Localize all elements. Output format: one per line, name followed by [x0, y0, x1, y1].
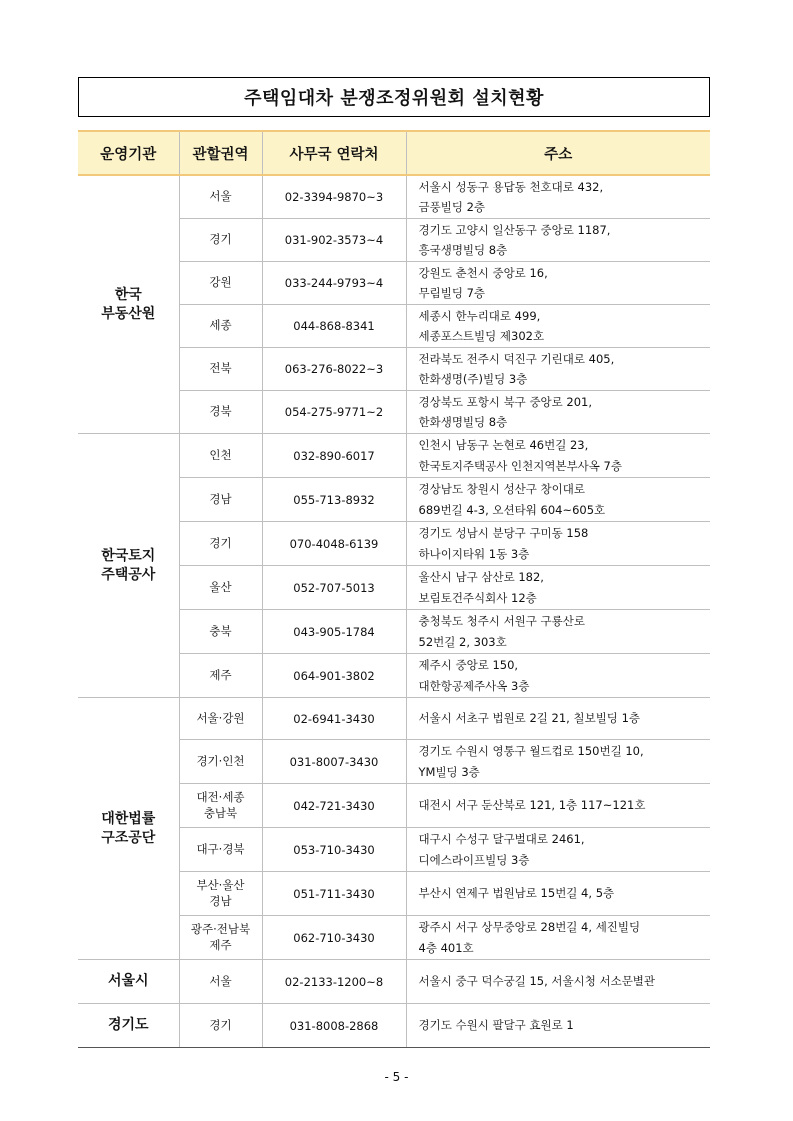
address-cell [406, 262, 710, 305]
region-name: 충북 [209, 623, 232, 638]
phone-cell: 051-711-3430 [262, 872, 406, 916]
address-line: 경기도 고양시 일산동구 중앙로 1187, [418, 222, 611, 237]
region-name: 경기 [209, 1017, 232, 1032]
org-name-line: 부동산원 [101, 305, 156, 322]
region-name: 강원 [209, 275, 232, 290]
region-cell [179, 566, 262, 610]
address-line: 서울시 중구 덕수궁길 15, 서울시청 서소문별관 [418, 974, 656, 989]
region-name: 경기·인천 [196, 753, 245, 768]
table-header-row [78, 131, 710, 175]
phone-cell: 031-8007-3430 [262, 740, 406, 784]
table-row [78, 1004, 710, 1048]
address-cell [406, 610, 710, 654]
address-line: 울산시 남구 삼산로 182, [418, 570, 544, 585]
address-line: 전라북도 전주시 덕진구 기린대로 405, [418, 351, 615, 366]
region-cell [179, 960, 262, 1004]
region-name: 경기 [209, 535, 232, 550]
region-cell [179, 654, 262, 698]
address-cell [406, 960, 710, 1004]
column-header-org: 운영기관 [78, 131, 179, 175]
address-cell [406, 784, 710, 828]
address-line: 경기도 성남시 분당구 구미동 158 [418, 526, 589, 541]
address-cell [406, 1004, 710, 1048]
region-cell [179, 434, 262, 478]
org-name-line: 대한법률 [101, 810, 156, 827]
org-name-line: 서울시 [107, 973, 149, 990]
address-cell [406, 219, 710, 262]
region-cell [179, 478, 262, 522]
address-line: YM빌딩 3층 [418, 764, 480, 779]
region-name: 경남 [209, 893, 232, 908]
table-row [78, 698, 710, 740]
address-cell [406, 740, 710, 784]
phone-cell: 031-8008-2868 [262, 1004, 406, 1048]
org-cell [78, 175, 179, 434]
address-cell [406, 828, 710, 872]
phone-cell: 033-244-9793~4 [262, 262, 406, 305]
region-name: 울산 [209, 579, 232, 594]
address-cell [406, 522, 710, 566]
phone-cell: 062-710-3430 [262, 916, 406, 960]
address-cell [406, 175, 710, 219]
org-name-line: 구조공단 [101, 829, 156, 846]
region-name: 서울·강원 [196, 710, 245, 725]
address-line: 경기도 수원시 영통구 월드컵로 150번길 10, [418, 744, 644, 759]
address-line: 제주시 중앙로 150, [418, 658, 519, 673]
phone-cell: 064-901-3802 [262, 654, 406, 698]
phone-cell: 044-868-8341 [262, 305, 406, 348]
address-line: 689번길 4-3, 오션타워 604~605호 [418, 502, 606, 517]
region-cell [179, 262, 262, 305]
org-name-line: 경기도 [107, 1017, 149, 1034]
address-line: 대전시 서구 둔산북로 121, 1층 117~121호 [418, 798, 646, 813]
address-line: 충청북도 청주시 서원구 구룡산로 [418, 614, 585, 629]
address-cell [406, 566, 710, 610]
address-line: 한화생명빌딩 8층 [418, 415, 508, 429]
org-cell [78, 1004, 179, 1048]
address-line: 세종포스트빌딩 제302호 [418, 329, 545, 343]
region-cell [179, 610, 262, 654]
address-line: 강원도 춘천시 중앙로 16, [418, 265, 548, 280]
address-line: 경상북도 포항시 북구 중앙로 201, [418, 394, 593, 409]
address-cell [406, 348, 710, 391]
address-cell [406, 434, 710, 478]
address-line: 한화생명(주)빌딩 3층 [418, 372, 528, 386]
region-name: 충남북 [203, 805, 238, 820]
address-line: 부산시 연제구 법원남로 15번길 4, 5층 [418, 886, 615, 901]
column-header-address: 주소 [406, 131, 710, 175]
address-line: 서울시 성동구 용답동 천호대로 432, [418, 179, 604, 194]
org-name-line: 주택공사 [101, 566, 156, 583]
address-cell [406, 872, 710, 916]
address-line: 금풍빌딩 2층 [418, 200, 486, 214]
address-line: 흥국생명빌딩 8층 [418, 243, 508, 257]
address-line: 대구시 수성구 달구벌대로 2461, [418, 832, 585, 847]
region-cell [179, 916, 262, 960]
region-cell [179, 391, 262, 434]
phone-cell: 031-902-3573~4 [262, 219, 406, 262]
org-name-line: 한국 [114, 286, 142, 303]
region-cell [179, 828, 262, 872]
phone-cell: 054-275-9771~2 [262, 391, 406, 434]
table-row [78, 175, 710, 219]
address-line: 52번길 2, 303호 [418, 634, 507, 649]
address-cell [406, 305, 710, 348]
region-cell [179, 1004, 262, 1048]
org-cell [78, 698, 179, 960]
address-line: 하나이지타워 1동 3층 [418, 546, 530, 561]
region-name: 인천 [209, 447, 232, 462]
org-cell [78, 960, 179, 1004]
region-name: 경북 [209, 404, 232, 419]
region-cell [179, 175, 262, 219]
region-name: 부산·울산 [196, 877, 245, 892]
region-cell [179, 522, 262, 566]
address-line: 4층 401호 [418, 940, 474, 955]
address-line: 대한항공제주사옥 3층 [418, 678, 530, 693]
phone-cell: 043-905-1784 [262, 610, 406, 654]
region-name: 경기 [209, 232, 232, 247]
phone-cell: 032-890-6017 [262, 434, 406, 478]
phone-cell: 055-713-8932 [262, 478, 406, 522]
address-cell [406, 391, 710, 434]
region-name: 대전·세종 [196, 789, 245, 804]
address-cell [406, 654, 710, 698]
page-title-box [78, 77, 710, 117]
phone-cell: 02-3394-9870~3 [262, 175, 406, 219]
column-header-region: 관할권역 [179, 131, 262, 175]
address-line: 경상남도 창원시 성산구 창이대로 [418, 482, 585, 497]
region-name: 서울 [209, 973, 232, 988]
phone-cell: 053-710-3430 [262, 828, 406, 872]
phone-cell: 042-721-3430 [262, 784, 406, 828]
phone-cell: 02-6941-3430 [262, 698, 406, 740]
address-cell [406, 698, 710, 740]
region-cell [179, 305, 262, 348]
region-cell [179, 219, 262, 262]
phone-cell: 052-707-5013 [262, 566, 406, 610]
address-line: 세종시 한누리대로 499, [418, 308, 541, 323]
region-name: 대구·경북 [196, 841, 245, 856]
region-name: 경남 [209, 491, 232, 506]
address-line: 경기도 수원시 팔달구 효원로 1 [418, 1018, 574, 1033]
region-name: 전북 [209, 361, 232, 376]
address-line: 광주시 서구 상무중앙로 28번길 4, 세진빌딩 [418, 920, 641, 935]
address-line: 한국토지주택공사 인천지역본부사옥 7층 [418, 458, 622, 473]
phone-cell: 02-2133-1200~8 [262, 960, 406, 1004]
column-header-phone: 사무국 연락처 [262, 131, 406, 175]
region-name: 제주 [209, 667, 232, 682]
region-name: 서울 [209, 189, 232, 204]
table-row [78, 434, 710, 478]
region-name: 세종 [209, 318, 232, 333]
address-line: 서울시 서초구 법원로 2길 21, 칠보빌딩 1층 [418, 711, 640, 726]
address-line: 디에스라이프빌딩 3층 [418, 852, 530, 867]
table-row [78, 960, 710, 1004]
page-title: 주택임대차 분쟁조정위원회 설치현황 [244, 88, 544, 109]
org-cell [78, 434, 179, 698]
phone-cell: 063-276-8022~3 [262, 348, 406, 391]
region-name: 광주·전남북 [190, 921, 251, 936]
address-line: 인천시 남동구 논현로 46번길 23, [418, 438, 589, 453]
committee-table [78, 130, 710, 1048]
address-line: 보림토건주식회사 12층 [418, 590, 537, 605]
region-cell [179, 740, 262, 784]
org-name-line: 한국토지 [101, 547, 156, 564]
region-cell [179, 698, 262, 740]
region-name: 제주 [209, 937, 232, 952]
region-cell [179, 872, 262, 916]
region-cell [179, 784, 262, 828]
address-cell [406, 916, 710, 960]
region-cell [179, 348, 262, 391]
address-cell [406, 478, 710, 522]
address-line: 무림빌딩 7층 [418, 286, 486, 300]
phone-cell: 070-4048-6139 [262, 522, 406, 566]
page-number: - 5 - [384, 1070, 409, 1084]
